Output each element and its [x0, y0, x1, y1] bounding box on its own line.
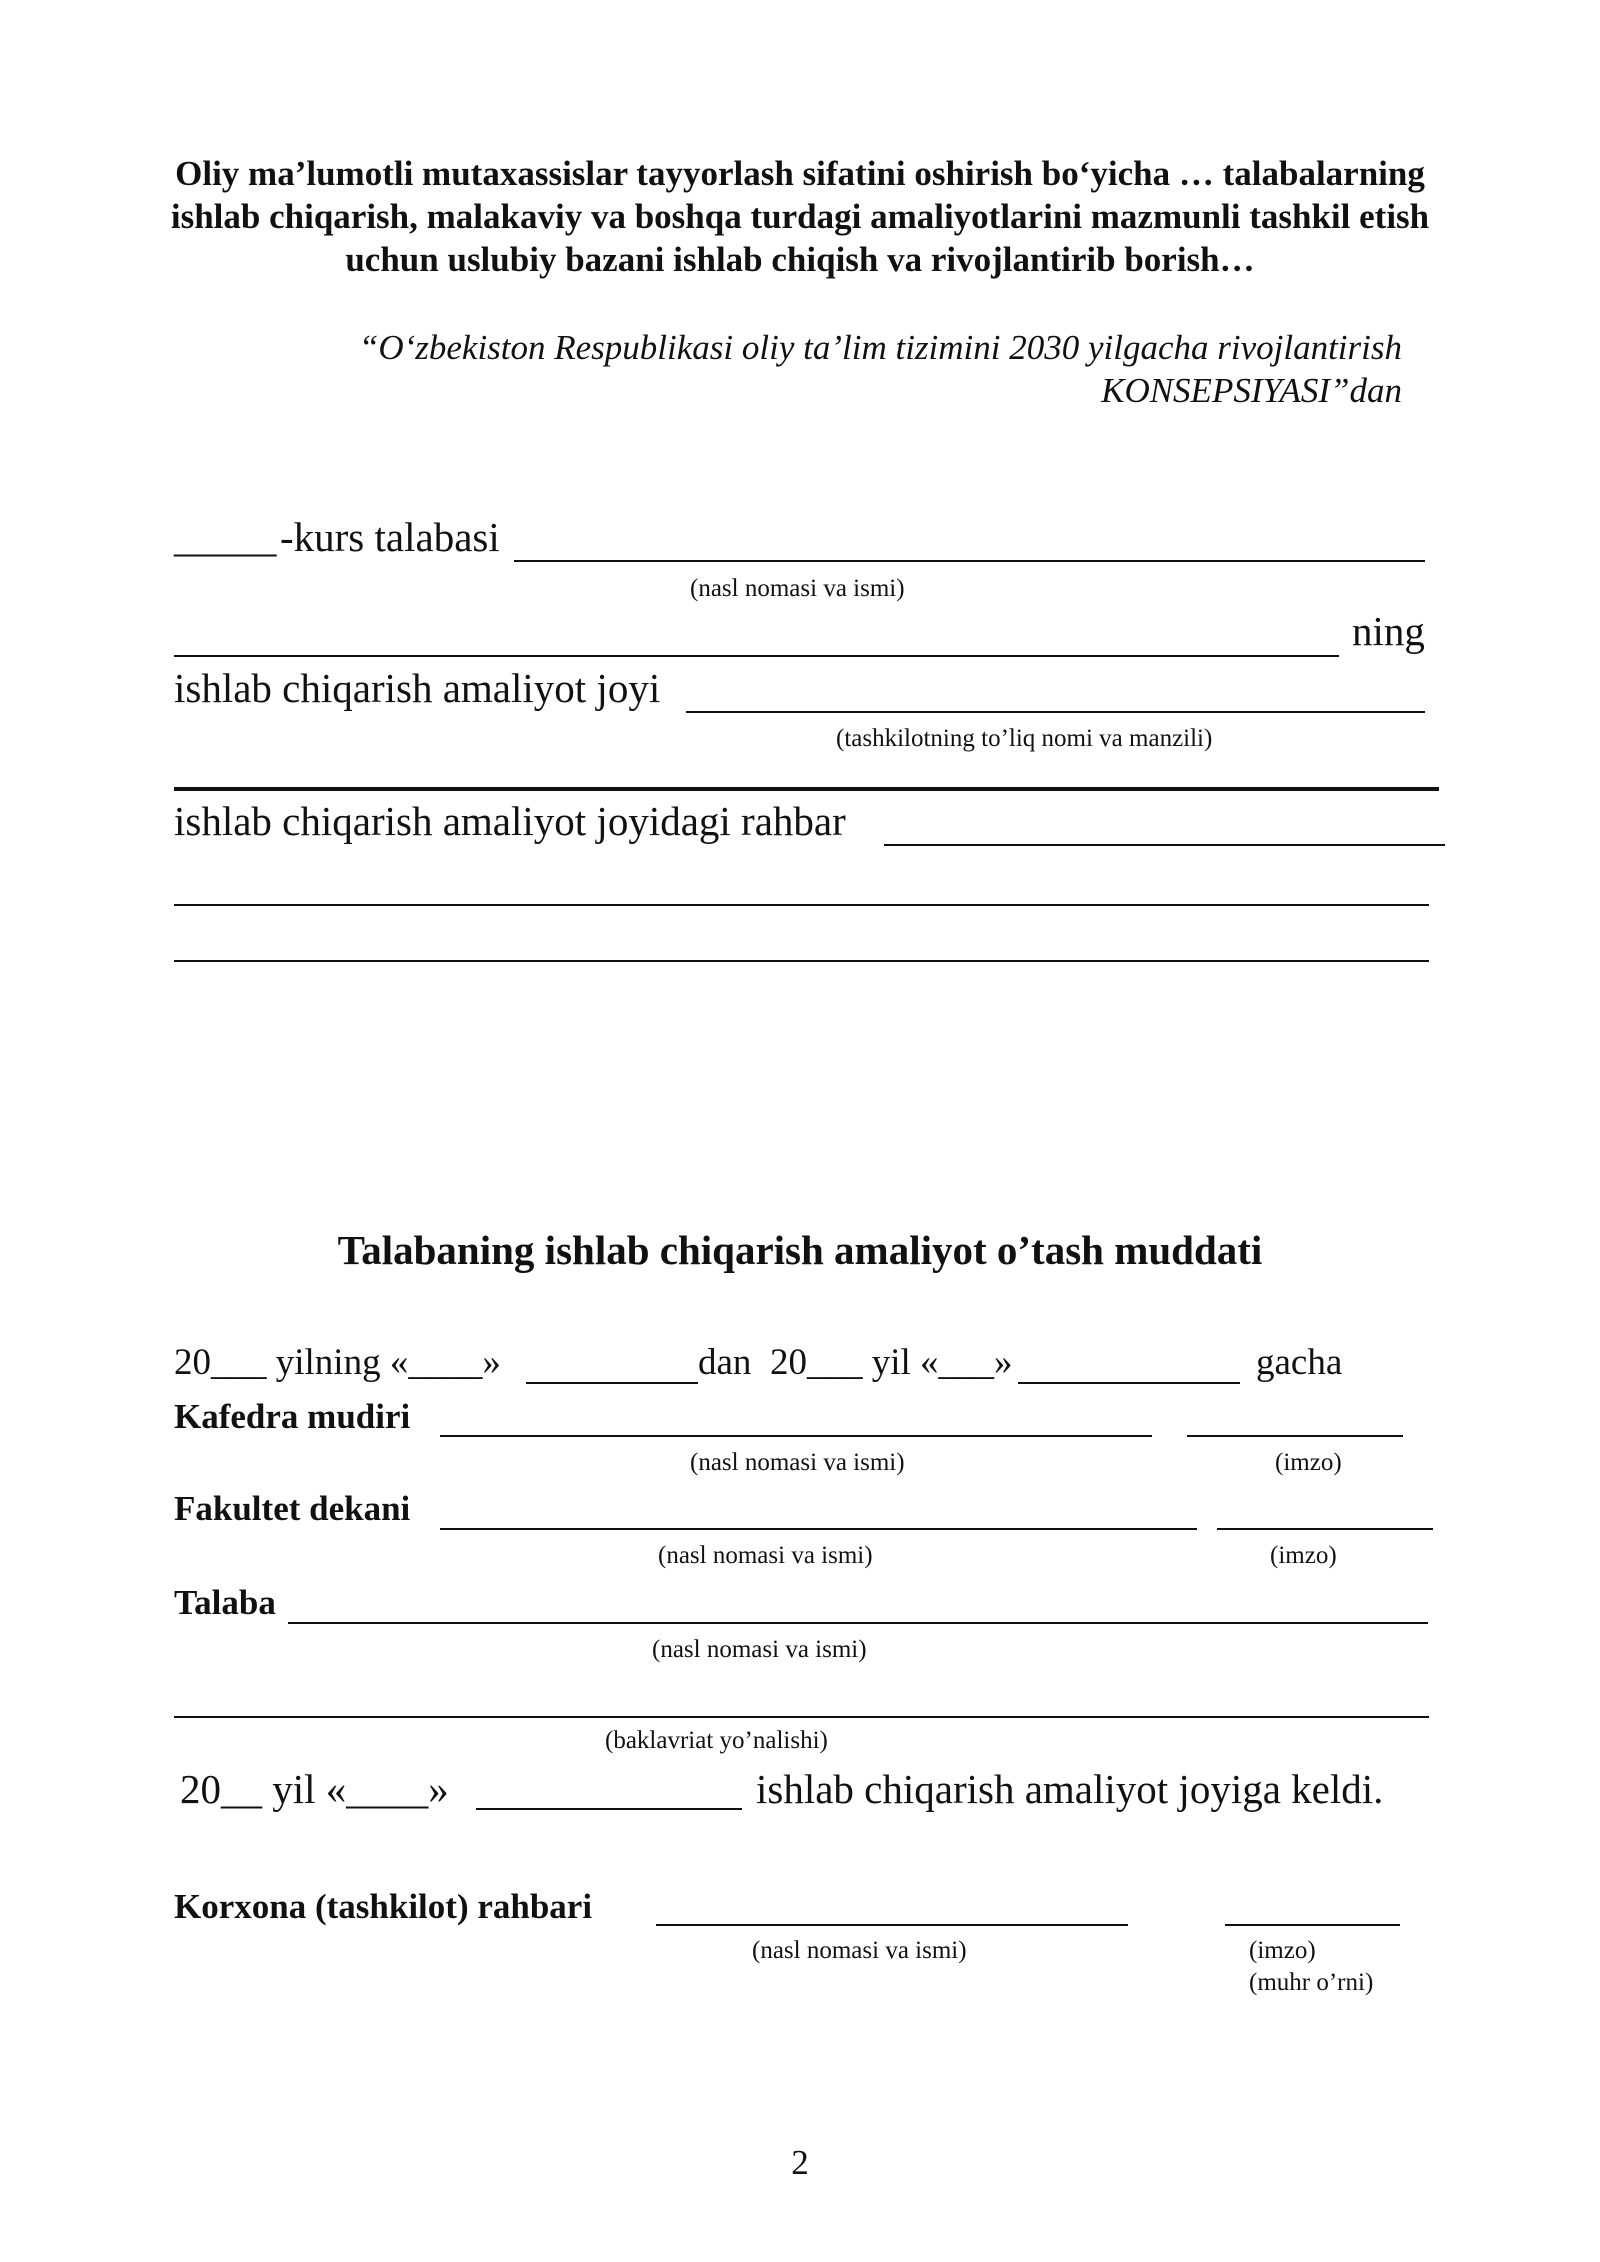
- practice-place-caption: (tashkilotning to’liq nomi va manzili): [836, 725, 1213, 752]
- student-label: Talaba: [174, 1583, 276, 1622]
- course-label: -kurs talabasi: [280, 514, 500, 560]
- head-of-department-label: Kafedra mudiri: [174, 1397, 411, 1436]
- enterprise-head-sign-caption: (imzo): [1249, 1937, 1316, 1964]
- student-major-line[interactable]: [174, 1716, 1429, 1718]
- supervisor-line-2[interactable]: [174, 904, 1429, 906]
- date-to-month-line[interactable]: [1018, 1382, 1240, 1384]
- practice-place-line[interactable]: [686, 711, 1425, 713]
- date-to-prefix: 20___ yil «___»: [770, 1342, 1013, 1383]
- practice-place-continuation-line[interactable]: [174, 787, 1439, 791]
- date-to-suffix: gacha: [1256, 1342, 1343, 1383]
- enterprise-head-signature-line[interactable]: [1225, 1924, 1400, 1926]
- date-from-month-line[interactable]: [526, 1382, 698, 1384]
- dean-label: Fakultet dekani: [174, 1489, 411, 1528]
- student-name-continuation-line[interactable]: [174, 655, 1339, 657]
- arrival-month-line[interactable]: [476, 1808, 742, 1810]
- practice-place-label: ishlab chiqarish amaliyot joyi: [174, 665, 661, 711]
- student-name-caption-2: (nasl nomasi va ismi): [652, 1636, 867, 1663]
- dean-name-line[interactable]: [440, 1528, 1197, 1530]
- enterprise-head-name-caption: (nasl nomasi va ismi): [752, 1937, 967, 1964]
- epigraph-quote: Oliy ma’lumotli mutaxassislar tayyorlash sifatini oshirish bo‘yicha … talabalarning ishlab chiqarish, malakaviy va boshqa turdagi amaliyotlarini mazmunli tashkil etish uchun uslubiy bazani ishlab chiqish va rivojlantirib borish…: [170, 154, 1430, 279]
- head-of-department-name-line[interactable]: [440, 1435, 1152, 1437]
- arrival-date-prefix: 20__ yil «____»: [180, 1766, 449, 1812]
- date-from-prefix: 20___ yilning «____»: [174, 1342, 501, 1383]
- head-of-department-name-caption: (nasl nomasi va ismi): [690, 1449, 905, 1476]
- student-signature-name-line[interactable]: [288, 1622, 1428, 1624]
- student-name-caption: (nasl nomasi va ismi): [690, 575, 905, 602]
- enterprise-head-seal-caption: (muhr o’rni): [1249, 1969, 1374, 1996]
- supervisor-line-3[interactable]: [174, 960, 1429, 962]
- dean-sign-caption: (imzo): [1270, 1542, 1337, 1569]
- practice-period-title: Talabaning ishlab chiqarish amaliyot o’tash muddati: [337, 1227, 1263, 1273]
- ning-suffix: ning: [1352, 608, 1425, 654]
- enterprise-head-label: Korxona (tashkilot) rahbari: [174, 1887, 593, 1926]
- arrival-text: ishlab chiqarish amaliyot joyiga keldi.: [756, 1766, 1384, 1812]
- supervisor-label: ishlab chiqarish amaliyot joyidagi rahbar: [174, 798, 846, 844]
- dean-name-caption: (nasl nomasi va ismi): [658, 1542, 873, 1569]
- enterprise-head-captions: [1249, 1935, 1373, 1999]
- supervisor-line[interactable]: [884, 844, 1445, 846]
- page-number: 2: [791, 2143, 809, 2182]
- course-blank: _____: [174, 514, 277, 560]
- head-of-department-signature-line[interactable]: [1187, 1435, 1403, 1437]
- date-from-suffix: dan: [698, 1342, 752, 1383]
- epigraph-source-line-2: KONSEPSIYASI”dan: [1101, 371, 1402, 410]
- student-name-line[interactable]: [514, 560, 1425, 562]
- dean-signature-line[interactable]: [1217, 1528, 1433, 1530]
- epigraph-source: [150, 326, 1402, 412]
- epigraph-source-line-1: “O‘zbekiston Respublikasi oliy ta’lim tizimini 2030 yilgacha rivojlantirish: [358, 328, 1402, 367]
- student-major-caption: (baklavriat yo’nalishi): [605, 1727, 828, 1754]
- head-of-department-sign-caption: (imzo): [1275, 1449, 1342, 1476]
- enterprise-head-name-line[interactable]: [656, 1924, 1128, 1926]
